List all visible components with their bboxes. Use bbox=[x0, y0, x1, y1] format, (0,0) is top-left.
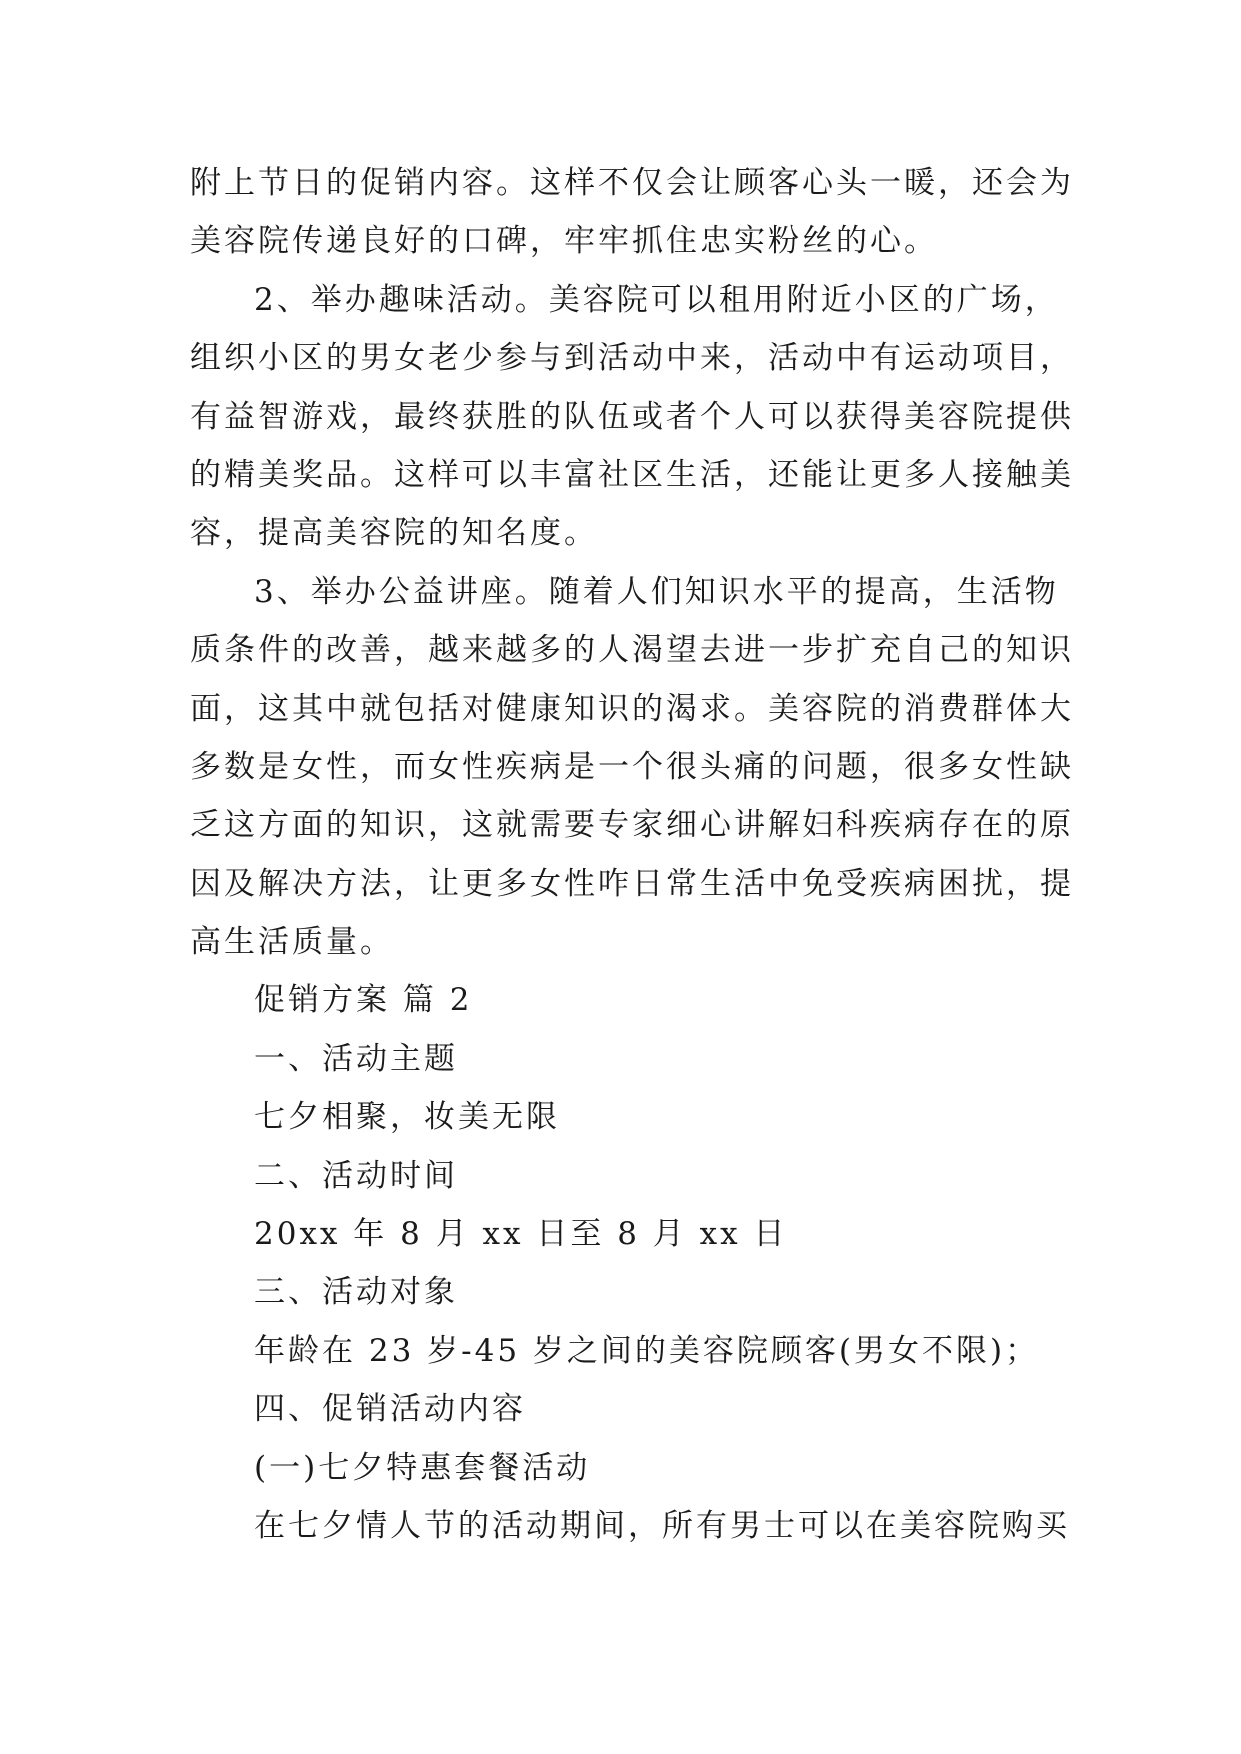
text-line: 质条件的改善，越来越多的人渴望去进一步扩充自己的知识 bbox=[190, 632, 1074, 669]
text-line: 促销方案 篇 2 bbox=[254, 982, 473, 1019]
text-line: 3、举办公益讲座。随着人们知识水平的提高，生活物 bbox=[254, 573, 1059, 610]
text-line: 多数是女性，而女性疾病是一个很头痛的问题，很多女性缺 bbox=[190, 748, 1074, 785]
text-line: 面，这其中就包括对健康知识的渴求。美容院的消费群体大 bbox=[190, 690, 1074, 727]
text-line: 高生活质量。 bbox=[190, 924, 394, 961]
text-line: 组织小区的男女老少参与到活动中来，活动中有运动项目， bbox=[190, 340, 1074, 377]
text-line: 20xx 年 8 月 xx 日至 8 月 xx 日 bbox=[254, 1216, 788, 1253]
text-line: 七夕相聚，妆美无限 bbox=[254, 1099, 560, 1136]
text-line: 年龄在 23 岁-45 岁之间的美容院顾客(男女不限)； bbox=[254, 1332, 1040, 1369]
text-line: 三、活动对象 bbox=[254, 1274, 458, 1311]
text-line: (一)七夕特惠套餐活动 bbox=[254, 1449, 591, 1486]
text-line: 四、促销活动内容 bbox=[254, 1391, 526, 1428]
text-line: 在七夕情人节的活动期间，所有男士可以在美容院购买 bbox=[254, 1507, 1070, 1544]
text-line: 2、举办趣味活动。美容院可以租用附近小区的广场， bbox=[254, 281, 1059, 318]
document-body bbox=[190, 154, 1074, 1555]
text-line: 附上节日的促销内容。这样不仅会让顾客心头一暖，还会为 bbox=[190, 165, 1074, 201]
text-line: 乏这方面的知识，这就需要专家细心讲解妇科疾病存在的原 bbox=[190, 807, 1074, 844]
text-line: 美容院传递良好的口碑，牢牢抓住忠实粉丝的心。 bbox=[190, 223, 938, 260]
text-line: 容，提高美容院的知名度。 bbox=[190, 515, 598, 552]
text-line: 的精美奖品。这样可以丰富社区生活，还能让更多人接触美 bbox=[190, 456, 1074, 493]
text-line: 有益智游戏，最终获胜的队伍或者个人可以获得美容院提供 bbox=[190, 398, 1074, 435]
text-line: 因及解决方法，让更多女性咋日常生活中免受疾病困扰，提 bbox=[190, 865, 1074, 902]
text-line: 一、活动主题 bbox=[254, 1040, 458, 1077]
text-line: 二、活动时间 bbox=[254, 1157, 458, 1194]
